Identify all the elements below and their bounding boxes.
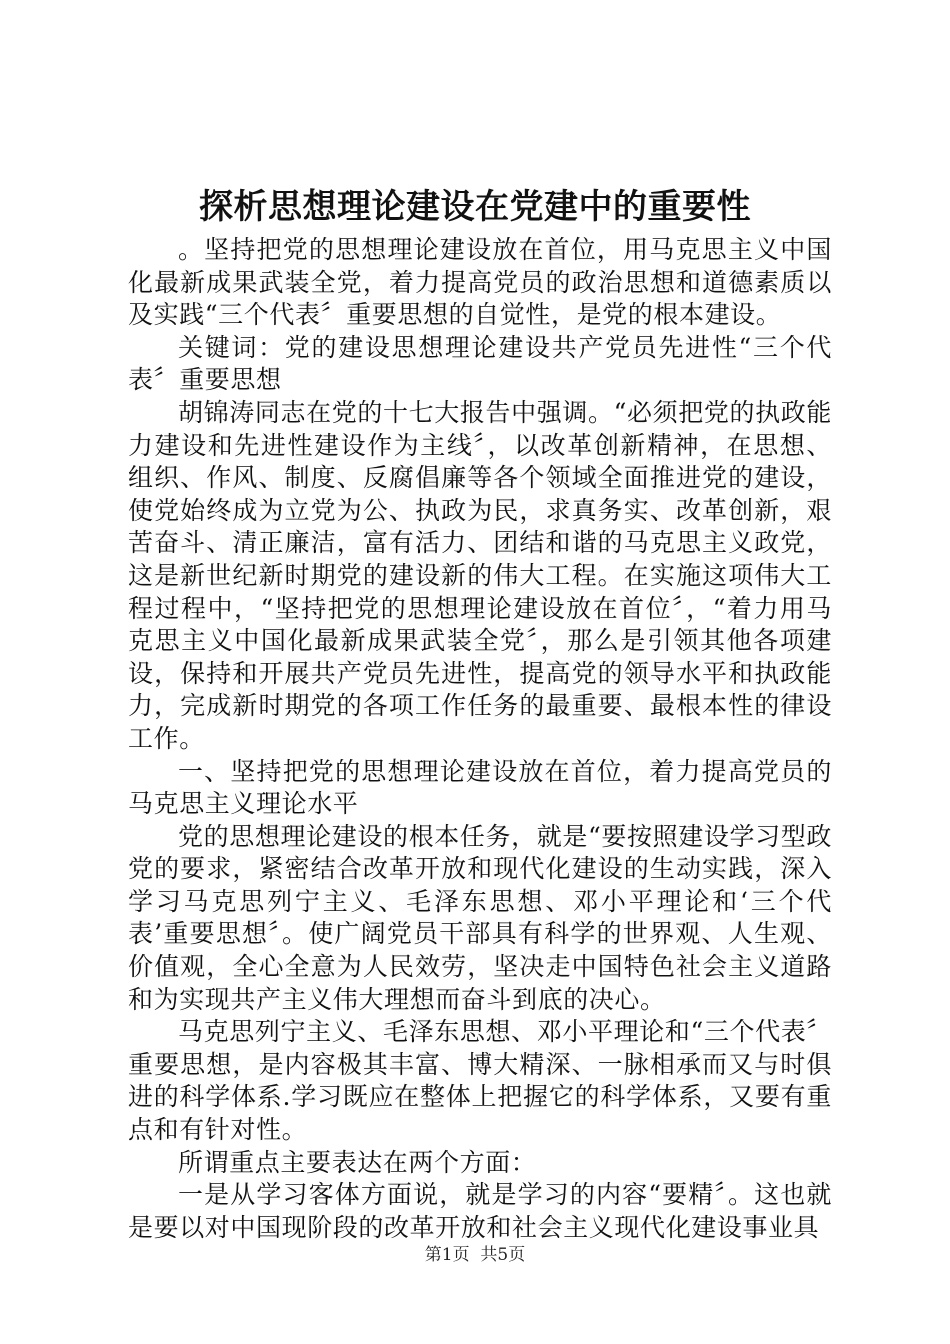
- paragraph-task: 党的思想理论建设的根本任务，就是“要按照建设学习型政党的要求，紧密结合改革开放和现代化建设的生动实践，深入学习马克思列宁主义、毛泽东思想、邓小平理论和‘三个代表’重要思想〞。使广阔党员干部具有科学的世界观、人生观、价值观，全心全意为人民效劳，坚决走中国特色社会主义道路和为实现共产主义伟大理想而奋斗到底的决心。: [128, 821, 832, 1014]
- paragraph-theory: 马克思列宁主义、毛泽东思想、邓小平理论和“三个代表〞重要思想，是内容极其丰富、博大精深、一脉相承而又与时俱进的科学体系.学习既应在整体上把握它的科学体系，又要有重点和有针对性。: [128, 1017, 832, 1145]
- paragraph-keywords: 关键词：党的建设思想理论建设共产党员先进性“三个代表〞重要思想: [128, 332, 832, 395]
- paragraph-focus: 所谓重点主要表达在两个方面：: [178, 1147, 537, 1177]
- paragraph-abstract: 。坚持把党的思想理论建设放在首位，用马克思主义中国化最新成果武装全党，着力提高党员的政治思想和道德素质以及实践“三个代表〞重要思想的自觉性，是党的根本建设。: [128, 235, 832, 330]
- section-heading-1: 一、坚持把党的思想理论建设放在首位，着力提高党员的马克思主义理论水平: [128, 756, 832, 819]
- document-body: [128, 234, 832, 1244]
- page-footer: [0, 1243, 950, 1267]
- page-number: 第1页: [424, 1245, 470, 1265]
- paragraph-point-one: 一是从学习客体方面说，就是学习的内容“要精〞。这也就是要以对中国现阶段的改革开放和社会主义现代化建设事业具: [128, 1180, 832, 1242]
- page-total: 共5页: [480, 1245, 526, 1265]
- document-title: 探析思想理论建设在党建中的重要性: [199, 187, 751, 227]
- paragraph-intro: 胡锦涛同志在党的十七大报告中强调。“必须把党的执政能力建设和先进性建设作为主线〞，以改革创新精神，在思想、组织、作风、制度、反腐倡廉等各个领域全面推进党的建设，使党始终成为立党为公、执政为民，求真务实、改革创新，艰苦奋斗、清正廉洁，富有活力、团结和谐的马克思主义政党，这是新世纪新时期党的建设新的伟大工程。在实施这项伟大工程过程中，“坚持把党的思想理论建设放在首位〞，“着力用马克思主义中国化最新成果武装全党〞，那么是引领其他各项建设，保持和开展共产党员先进性，提高党的领导水平和执政能力，完成新时期党的各项工作任务的最重要、最根本性的律设工作。: [128, 397, 832, 753]
